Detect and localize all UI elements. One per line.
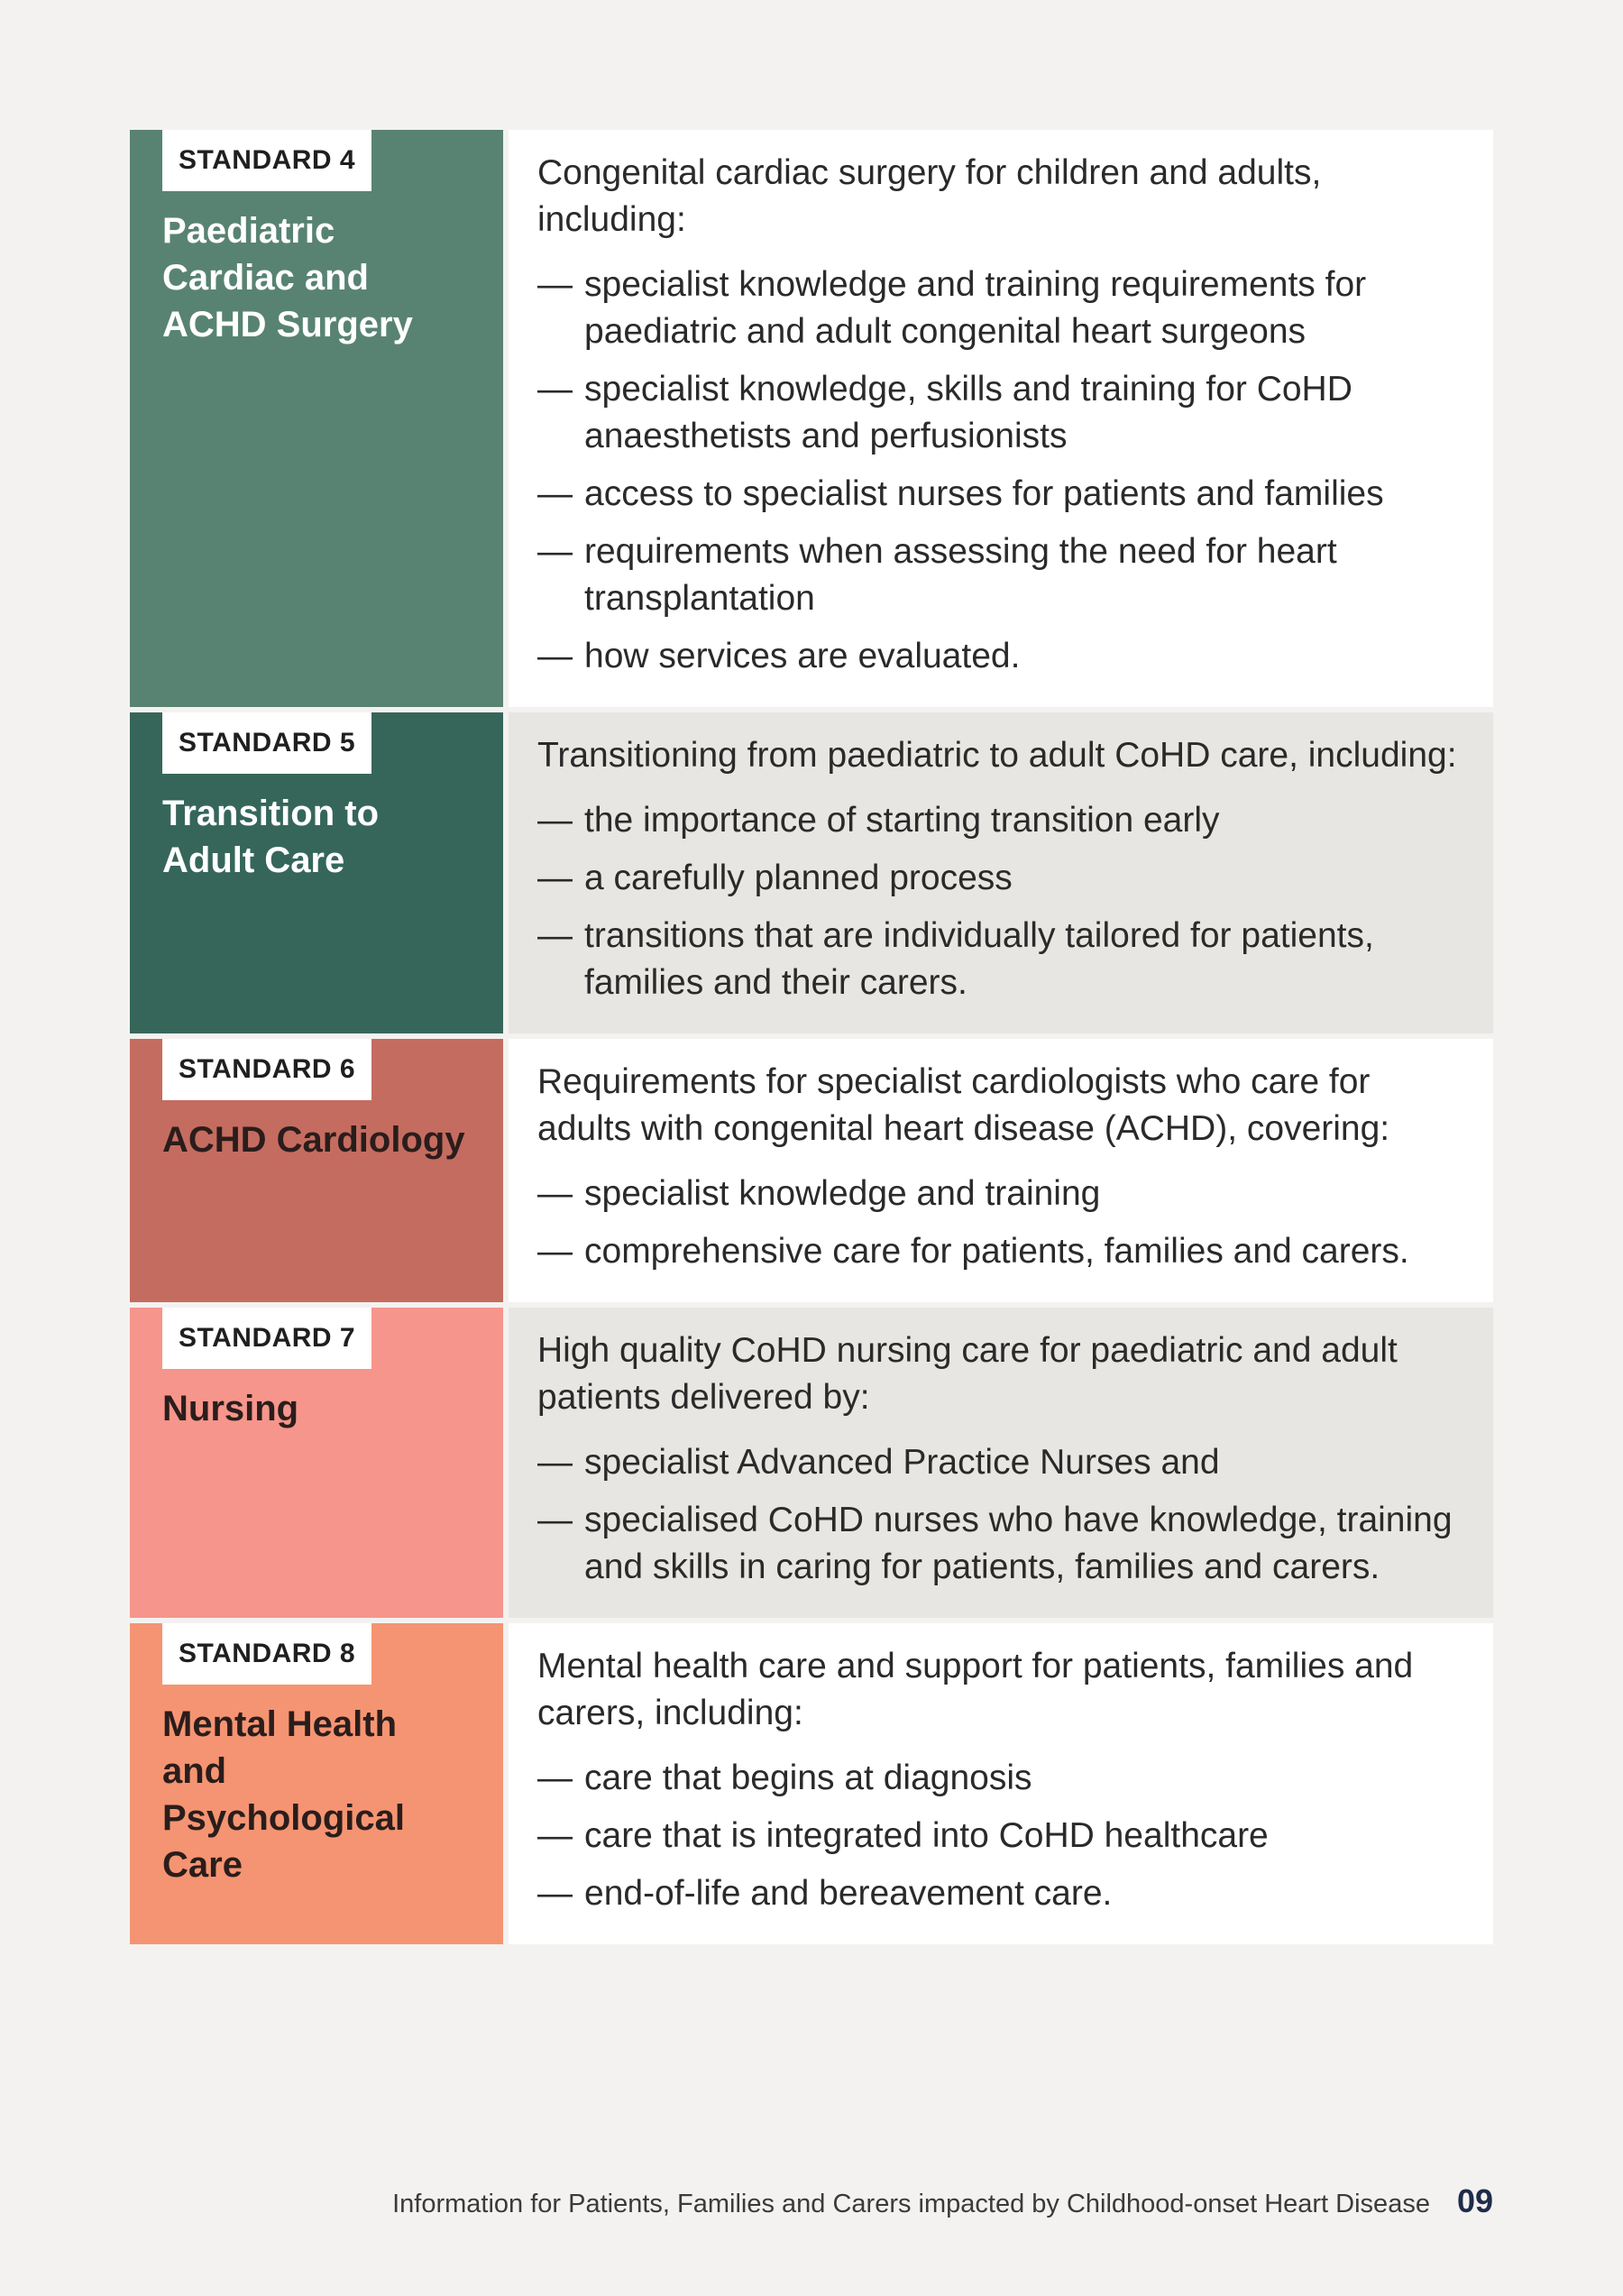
bullet-item: — transitions that are individually tailored for patients, families and their carers.	[537, 913, 1457, 1006]
standard-intro: Congenital cardiac surgery for children and adults, including:	[537, 153, 1322, 239]
bullet-item: — the importance of starting transition early	[537, 797, 1457, 844]
standard-intro: Requirements for specialist cardiologists who care for adults with congenital heart disease (ACHD), covering:	[537, 1062, 1390, 1148]
standard-intro: Transitioning from paediatric to adult CoHD care, including:	[537, 736, 1457, 775]
standard-label-cell	[130, 130, 503, 707]
footer-text: Information for Patients, Families and Carers impacted by Childhood-onset Heart Disease	[392, 2190, 1430, 2218]
bullet-item: — a carefully planned process	[537, 855, 1457, 902]
standard-description-cell	[509, 130, 1493, 707]
standard-description-cell	[509, 1623, 1493, 1944]
standard-title: Nursing	[162, 1389, 299, 1428]
standard-label-cell	[130, 1623, 503, 1944]
bullet-item: — specialist Advanced Practice Nurses and	[537, 1439, 1457, 1486]
standard-intro: Mental health care and support for patients, families and carers, including:	[537, 1647, 1414, 1732]
standards-table	[130, 130, 1493, 1944]
standard-badge: STANDARD 8	[162, 1623, 371, 1685]
bullet-item: — care that begins at diagnosis	[537, 1755, 1457, 1802]
standard-title: ACHD Cardiology	[162, 1120, 465, 1160]
standard-row	[130, 1308, 1493, 1618]
standard-bullet-list	[537, 262, 1457, 680]
standard-bullet-list	[537, 1439, 1457, 1591]
standard-badge: STANDARD 5	[162, 712, 371, 774]
standard-description-cell	[509, 1308, 1493, 1618]
standard-label-cell	[130, 712, 503, 1033]
standard-label-cell	[130, 1039, 503, 1302]
standard-title: Paediatric Cardiac and ACHD Surgery	[162, 211, 413, 344]
bullet-item: — how services are evaluated.	[537, 633, 1457, 680]
standard-description-cell	[509, 1039, 1493, 1302]
bullet-item: — specialist knowledge and training	[537, 1171, 1457, 1217]
bullet-item: — specialist knowledge and training requirements for paediatric and adult congenital heart surgeons	[537, 262, 1457, 355]
standard-label-cell	[130, 1308, 503, 1618]
standard-badge: STANDARD 7	[162, 1308, 371, 1369]
page-number: 09	[1456, 2182, 1493, 2219]
standard-row	[130, 712, 1493, 1033]
standard-bullet-list	[537, 1755, 1457, 1917]
bullet-item: — comprehensive care for patients, families and carers.	[537, 1228, 1457, 1275]
standard-bullet-list	[537, 797, 1457, 1006]
standard-title: Mental Health and Psychological Care	[162, 1704, 405, 1885]
bullet-item: — specialised CoHD nurses who have knowledge, training and skills in caring for patients, families and carers.	[537, 1497, 1457, 1591]
standard-row	[130, 1623, 1493, 1944]
standard-intro: High quality CoHD nursing care for paediatric and adult patients delivered by:	[537, 1331, 1398, 1417]
standard-title: Transition to Adult Care	[162, 794, 379, 880]
bullet-item: — care that is integrated into CoHD healthcare	[537, 1813, 1457, 1860]
standard-bullet-list	[537, 1171, 1457, 1275]
bullet-item: — end-of-life and bereavement care.	[537, 1870, 1457, 1917]
bullet-item: — specialist knowledge, skills and training for CoHD anaesthetists and perfusionists	[537, 366, 1457, 460]
standard-badge: STANDARD 6	[162, 1039, 371, 1100]
standard-badge: STANDARD 4	[162, 130, 371, 191]
bullet-item: — access to specialist nurses for patients and families	[537, 471, 1457, 518]
standard-row	[130, 1039, 1493, 1302]
bullet-item: — requirements when assessing the need for heart transplantation	[537, 528, 1457, 622]
page-footer	[0, 2182, 1493, 2220]
standard-description-cell	[509, 712, 1493, 1033]
standard-row	[130, 130, 1493, 707]
